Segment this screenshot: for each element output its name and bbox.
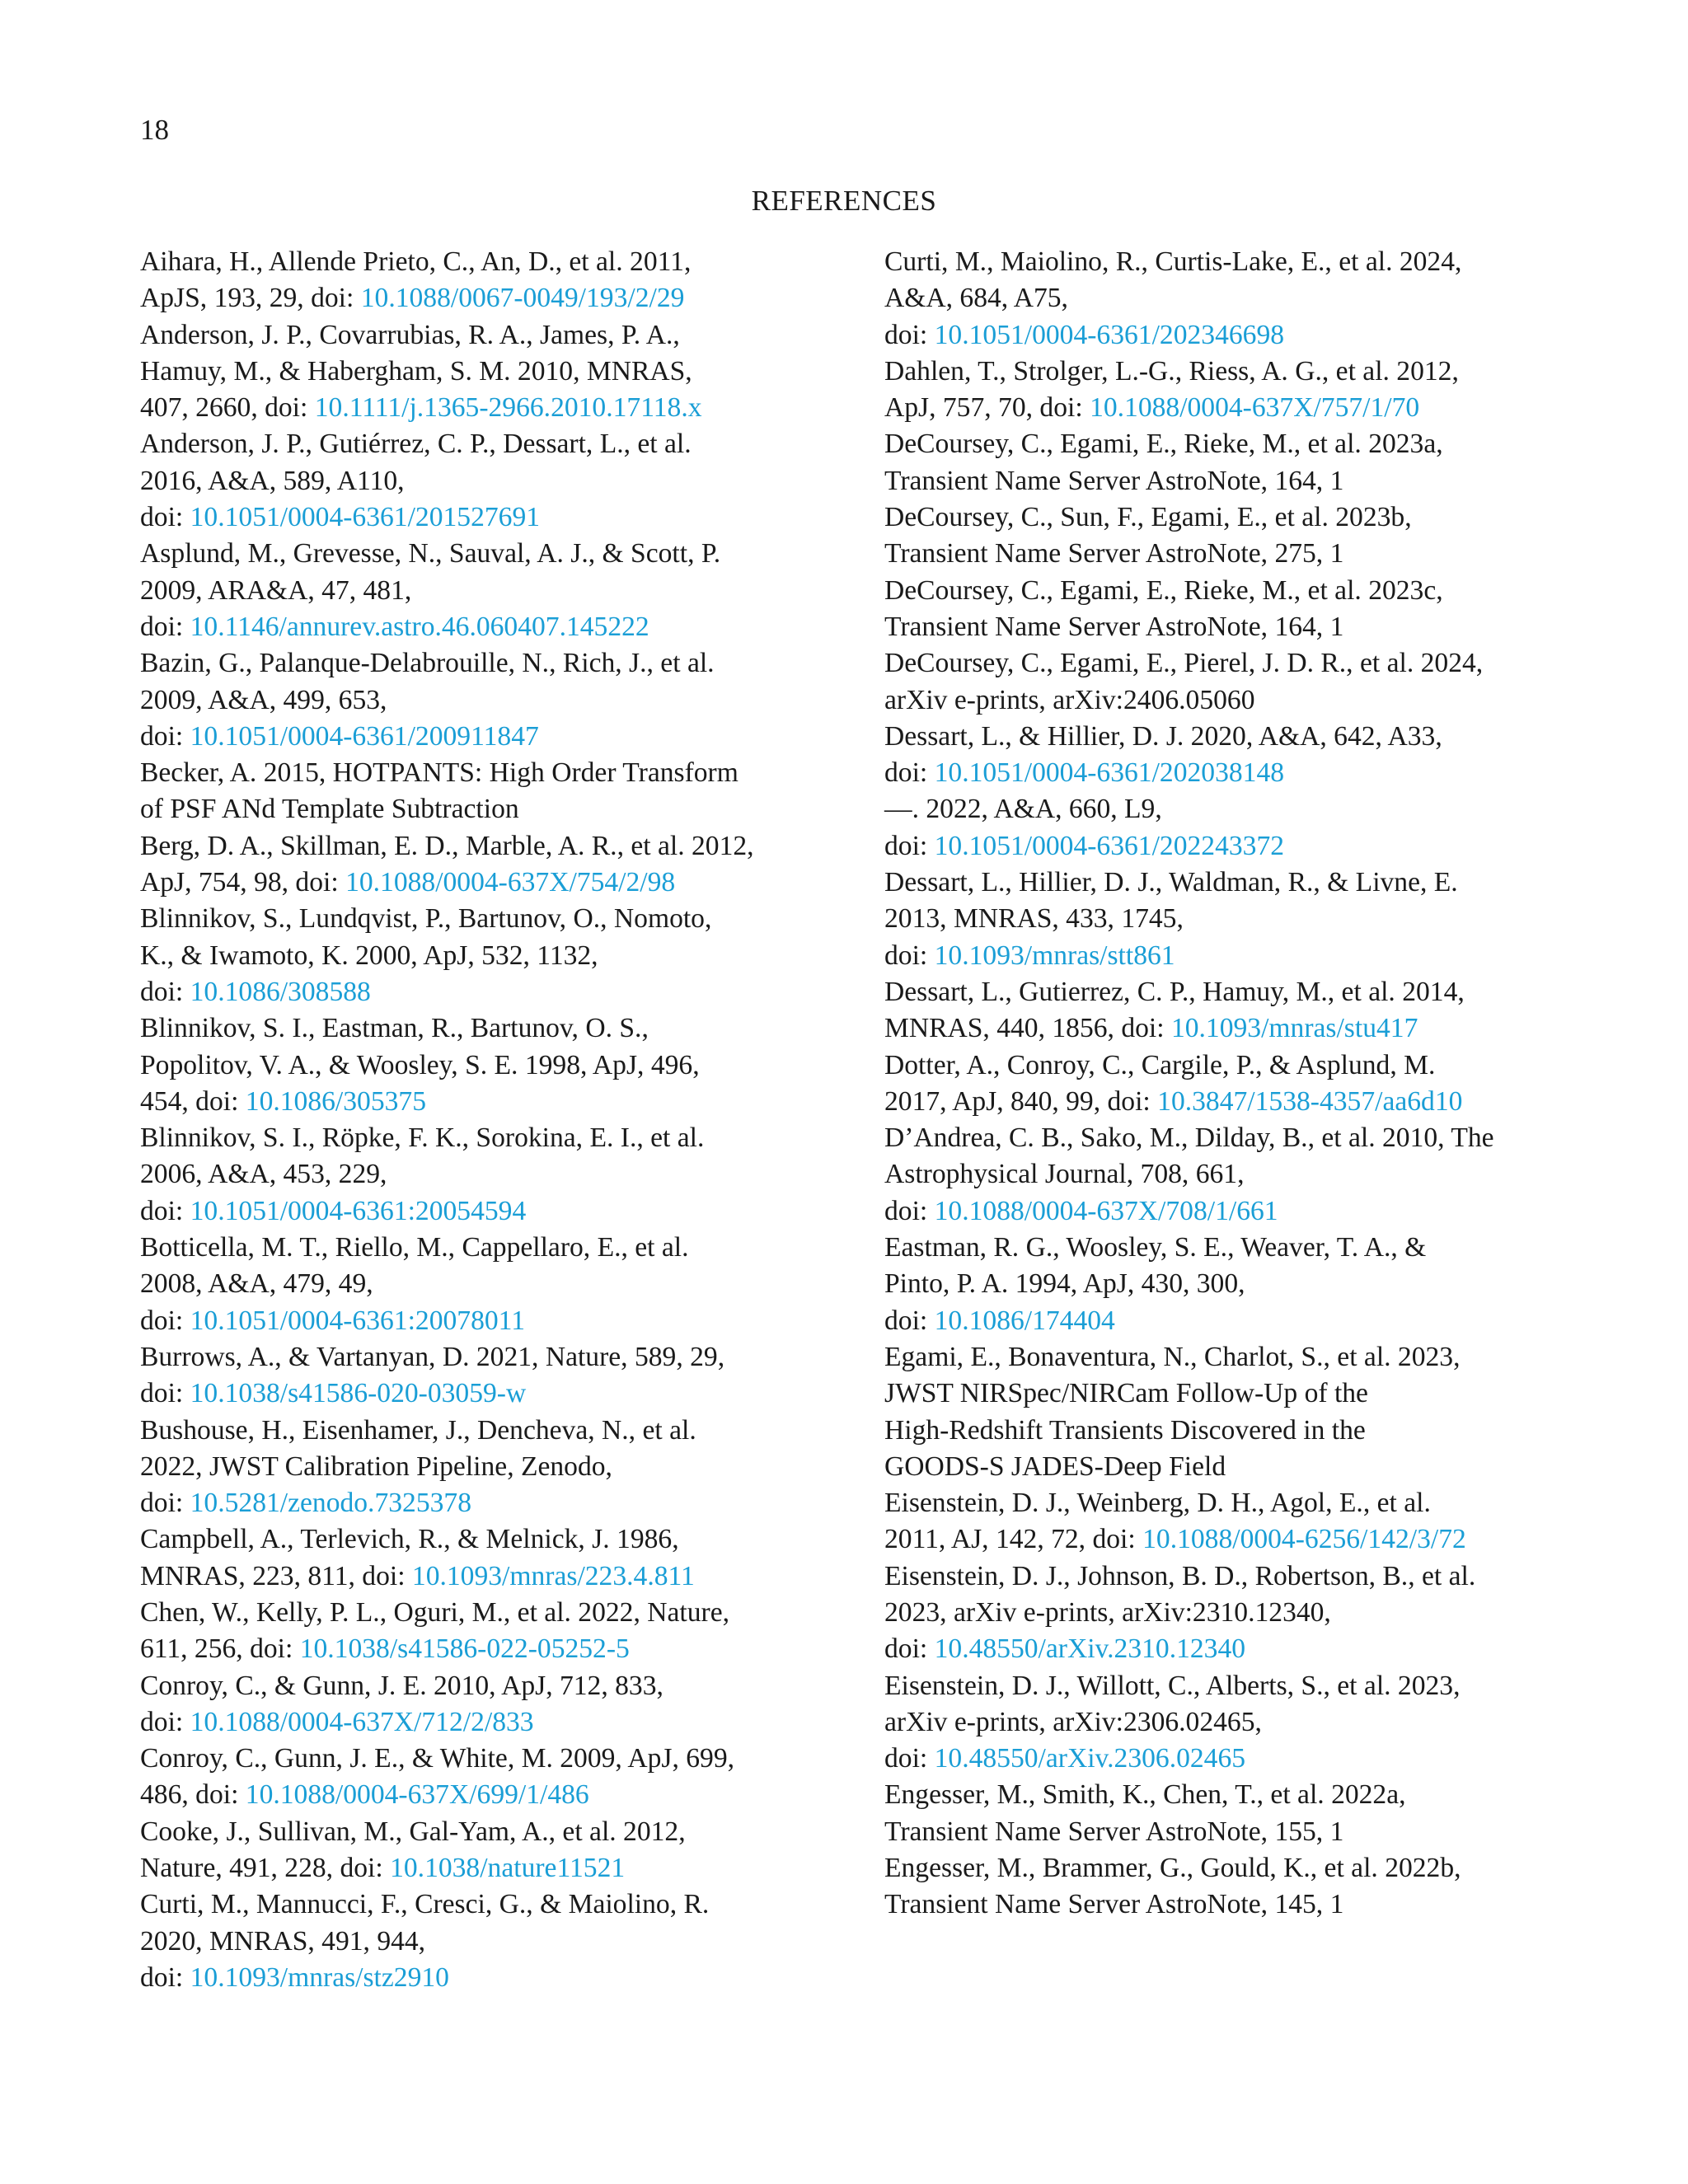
doi-link[interactable]: 10.1146/annurev.astro.46.060407.145222: [190, 611, 649, 642]
reference-line: [140, 354, 828, 390]
doi-link[interactable]: 10.1088/0004-6256/142/3/72: [1142, 1524, 1466, 1555]
reference-text: JWST NIRSpec/NIRCam Follow-Up of the: [884, 1378, 1368, 1409]
reference-text: Transient Name Server AstroNote, 145, 1: [884, 1889, 1344, 1920]
reference-text: Eisenstein, D. J., Weinberg, D. H., Agol, E., et al.: [884, 1488, 1431, 1519]
reference-line: [140, 280, 828, 316]
reference-text: Engesser, M., Brammer, G., Gould, K., et al. 2022b,: [884, 1853, 1461, 1884]
reference-line: [884, 609, 1568, 645]
reference-text: Transient Name Server AstroNote, 275, 1: [884, 538, 1344, 569]
reference-line: [140, 901, 828, 937]
reference-line: [884, 426, 1568, 462]
reference-text: of PSF ANd Template Subtraction: [140, 794, 519, 825]
reference-line: [884, 1193, 1568, 1230]
reference-text: Bushouse, H., Eisenhamer, J., Dencheva, N., et al.: [140, 1414, 696, 1446]
reference-entry: [140, 1814, 828, 1887]
reference-text: 2022, JWST Calibration Pipeline, Zenodo,: [140, 1451, 612, 1482]
reference-line: [140, 1704, 828, 1741]
reference-text: DeCoursey, C., Sun, F., Egami, E., et al. 2023b,: [884, 502, 1412, 533]
reference-entry: [884, 244, 1568, 354]
reference-line: [884, 1156, 1568, 1193]
reference-text: doi:: [884, 757, 935, 789]
reference-line: [884, 280, 1568, 316]
reference-line: [884, 1595, 1568, 1631]
reference-line: [140, 1924, 828, 1960]
reference-entry: [884, 499, 1568, 573]
reference-line: [140, 1230, 828, 1266]
reference-line: [140, 1558, 828, 1595]
reference-line: [140, 1193, 828, 1230]
doi-link[interactable]: 10.1111/j.1365-2966.2010.17118.x: [314, 392, 702, 424]
reference-line: [884, 244, 1568, 280]
reference-entry: [140, 1741, 828, 1814]
reference-text: 611, 256, doi:: [140, 1633, 300, 1665]
reference-text: Bazin, G., Palanque-Delabrouille, N., Rich, J., et al.: [140, 648, 715, 679]
doi-link[interactable]: 10.1088/0004-637X/712/2/833: [190, 1706, 534, 1737]
reference-text: 2020, MNRAS, 491, 944,: [140, 1925, 426, 1957]
reference-text: doi:: [884, 830, 935, 861]
reference-entry: [884, 1668, 1568, 1778]
reference-entry: [140, 426, 828, 536]
doi-link[interactable]: 10.1086/308588: [190, 976, 371, 1007]
reference-text: doi:: [884, 1195, 935, 1226]
reference-entry: [140, 1010, 828, 1120]
reference-text: Burrows, A., & Vartanyan, D. 2021, Nature, 589, 29,: [140, 1341, 725, 1372]
reference-text: Transient Name Server AstroNote, 164, 1: [884, 465, 1344, 496]
reference-line: [140, 938, 828, 974]
reference-entry: [140, 1595, 828, 1668]
reference-text: 2006, A&A, 453, 229,: [140, 1159, 387, 1190]
reference-text: Curti, M., Mannucci, F., Cresci, G., & Maiolino, R.: [140, 1889, 710, 1920]
reference-text: doi:: [140, 720, 190, 752]
reference-text: DeCoursey, C., Egami, E., Rieke, M., et al. 2023a,: [884, 429, 1443, 460]
reference-text: doi:: [140, 1195, 190, 1226]
reference-text: doi:: [884, 940, 935, 971]
reference-text: MNRAS, 223, 811, doi:: [140, 1560, 412, 1591]
reference-line: [140, 317, 828, 354]
reference-line: [884, 828, 1568, 865]
reference-line: [140, 244, 828, 280]
reference-line: [140, 682, 828, 719]
reference-line: [140, 390, 828, 426]
reference-entry: [884, 1850, 1568, 1924]
reference-text: Dessart, L., Hillier, D. J., Waldman, R., & Livne, E.: [884, 867, 1458, 898]
reference-text: Eisenstein, D. J., Johnson, B. D., Robertson, B., et al.: [884, 1560, 1476, 1591]
reference-line: [140, 1814, 828, 1850]
reference-line: [140, 1960, 828, 1996]
reference-line: [884, 1814, 1568, 1850]
reference-text: Egami, E., Bonaventura, N., Charlot, S., et al. 2023,: [884, 1341, 1461, 1372]
reference-line: [140, 974, 828, 1010]
doi-link[interactable]: 10.48550/arXiv.2306.02465: [934, 1743, 1246, 1774]
reference-entry: [884, 1120, 1568, 1230]
reference-line: [140, 719, 828, 755]
doi-link[interactable]: 10.1051/0004-6361:20054594: [190, 1195, 527, 1226]
reference-entry: [140, 1230, 828, 1339]
reference-line: [140, 573, 828, 609]
reference-text: Pinto, P. A. 1994, ApJ, 430, 300,: [884, 1268, 1245, 1300]
reference-text: 2009, ARA&A, 47, 481,: [140, 574, 412, 606]
reference-line: [140, 1047, 828, 1084]
reference-text: 2023, arXiv e-prints, arXiv:2310.12340,: [884, 1596, 1331, 1628]
reference-text: Blinnikov, S., Lundqvist, P., Bartunov, O., Nomoto,: [140, 903, 712, 935]
reference-entry: [140, 1413, 828, 1522]
reference-text: ApJS, 193, 29, doi:: [140, 283, 361, 314]
reference-text: Cooke, J., Sullivan, M., Gal-Yam, A., et al. 2012,: [140, 1816, 686, 1847]
reference-line: [884, 390, 1568, 426]
reference-line: [884, 499, 1568, 536]
reference-entry: [884, 1485, 1568, 1558]
reference-line: [884, 1704, 1568, 1741]
reference-line: [140, 828, 828, 865]
reference-line: [884, 1668, 1568, 1704]
reference-text: MNRAS, 440, 1856, doi:: [884, 1013, 1171, 1044]
reference-text: Engesser, M., Smith, K., Chen, T., et al. 2022a,: [884, 1779, 1406, 1811]
doi-link[interactable]: 10.1038/nature11521: [390, 1853, 626, 1884]
reference-line: [140, 1886, 828, 1923]
reference-entry: [140, 1886, 828, 1996]
reference-line: [884, 1303, 1568, 1339]
reference-line: [884, 1631, 1568, 1667]
reference-line: [140, 1485, 828, 1521]
reference-line: [884, 865, 1568, 901]
reference-line: [884, 1047, 1568, 1084]
reference-text: Dessart, L., & Hillier, D. J. 2020, A&A, 642, A33,: [884, 720, 1442, 752]
reference-entry: [884, 573, 1568, 646]
reference-text: Dahlen, T., Strolger, L.-G., Riess, A. G., et al. 2012,: [884, 355, 1459, 387]
reference-text: 2016, A&A, 589, A110,: [140, 465, 405, 496]
reference-entry: [140, 317, 828, 427]
reference-text: Transient Name Server AstroNote, 164, 1: [884, 611, 1344, 642]
reference-line: [884, 719, 1568, 755]
reference-line: [140, 755, 828, 791]
reference-line: [140, 463, 828, 499]
reference-line: [140, 1084, 828, 1120]
reference-text: Nature, 491, 228, doi:: [140, 1853, 391, 1884]
reference-text: Becker, A. 2015, HOTPANTS: High Order Transform: [140, 757, 738, 789]
doi-link[interactable]: 10.5281/zenodo.7325378: [190, 1488, 471, 1519]
doi-link[interactable]: 10.1088/0004-637X/699/1/486: [245, 1779, 589, 1811]
doi-link[interactable]: 10.1088/0004-637X/708/1/661: [934, 1195, 1278, 1226]
reference-line: [884, 1449, 1568, 1485]
reference-line: [140, 1595, 828, 1631]
reference-line: [140, 645, 828, 682]
reference-text: 486, doi:: [140, 1779, 246, 1811]
references-right-column: [884, 244, 1568, 1924]
doi-link[interactable]: 10.1051/0004-6361:20078011: [190, 1305, 525, 1336]
reference-line: [140, 1741, 828, 1777]
doi-link[interactable]: 10.1051/0004-6361/201527691: [190, 502, 541, 533]
reference-entry: [884, 645, 1568, 719]
reference-entry: [140, 536, 828, 645]
reference-line: [140, 1449, 828, 1485]
reference-text: Conroy, C., Gunn, J. E., & White, M. 2009, ApJ, 699,: [140, 1743, 735, 1774]
reference-line: [140, 1120, 828, 1156]
reference-text: doi:: [140, 1706, 190, 1737]
doi-link[interactable]: 10.1088/0067-0049/193/2/29: [360, 283, 685, 314]
reference-text: Popolitov, V. A., & Woosley, S. E. 1998, ApJ, 496,: [140, 1049, 700, 1080]
reference-entry: [140, 244, 828, 317]
section-title: REFERENCES: [751, 185, 937, 217]
reference-entry: [884, 354, 1568, 427]
reference-text: —. 2022, A&A, 660, L9,: [884, 794, 1162, 825]
reference-text: ApJ, 757, 70, doi:: [884, 392, 1090, 424]
reference-line: [140, 1668, 828, 1704]
doi-link[interactable]: 10.1038/s41586-022-05252-5: [299, 1633, 630, 1665]
reference-line: [884, 463, 1568, 499]
reference-line: [884, 1777, 1568, 1813]
reference-text: doi:: [140, 502, 190, 533]
reference-entry: [140, 1339, 828, 1413]
reference-line: [884, 317, 1568, 354]
reference-line: [140, 1413, 828, 1449]
doi-link[interactable]: 10.1051/0004-6361/202243372: [934, 830, 1285, 861]
reference-text: Anderson, J. P., Gutiérrez, C. P., Dessart, L., et al.: [140, 429, 692, 460]
reference-line: [884, 536, 1568, 572]
reference-line: [884, 1339, 1568, 1376]
reference-text: K., & Iwamoto, K. 2000, ApJ, 532, 1132,: [140, 940, 598, 971]
reference-text: D’Andrea, C. B., Sako, M., Dilday, B., et al. 2010, The: [884, 1122, 1494, 1154]
reference-entry: [884, 1777, 1568, 1850]
reference-entry: [884, 1230, 1568, 1339]
reference-entry: [140, 1120, 828, 1230]
reference-line: [140, 1376, 828, 1412]
reference-line: [884, 1485, 1568, 1521]
reference-line: [884, 791, 1568, 827]
reference-line: [140, 791, 828, 827]
reference-text: ApJ, 754, 98, doi:: [140, 867, 346, 898]
reference-line: [884, 1376, 1568, 1412]
reference-text: 2013, MNRAS, 433, 1745,: [884, 903, 1184, 935]
reference-text: doi:: [884, 319, 935, 350]
reference-line: [884, 1230, 1568, 1266]
reference-text: doi:: [140, 1488, 190, 1519]
reference-text: 407, 2660, doi:: [140, 392, 315, 424]
reference-line: [884, 1886, 1568, 1923]
reference-line: [140, 499, 828, 536]
reference-line: [140, 1521, 828, 1558]
reference-text: arXiv e-prints, arXiv:2406.05060: [884, 684, 1255, 715]
reference-entry: [884, 1047, 1568, 1121]
reference-line: [140, 1010, 828, 1047]
reference-line: [140, 609, 828, 645]
reference-text: 2011, AJ, 142, 72, doi:: [884, 1524, 1143, 1555]
reference-text: doi:: [884, 1633, 935, 1665]
doi-link[interactable]: 10.1051/0004-6361/200911847: [190, 720, 539, 752]
reference-line: [884, 1084, 1568, 1120]
reference-line: [884, 1558, 1568, 1595]
reference-line: [884, 573, 1568, 609]
page-number: 18: [140, 114, 169, 146]
reference-text: 2009, A&A, 499, 653,: [140, 684, 387, 715]
reference-entry: [884, 791, 1568, 865]
reference-line: [884, 354, 1568, 390]
reference-text: Aihara, H., Allende Prieto, C., An, D., et al. 2011,: [140, 246, 692, 277]
reference-text: doi:: [140, 976, 190, 1007]
reference-text: Transient Name Server AstroNote, 155, 1: [884, 1816, 1344, 1847]
reference-entry: [884, 426, 1568, 499]
reference-text: Curti, M., Maiolino, R., Curtis-Lake, E., et al. 2024,: [884, 246, 1462, 277]
reference-entry: [140, 755, 828, 828]
reference-entry: [140, 828, 828, 902]
reference-line: [140, 1631, 828, 1667]
reference-entry: [884, 865, 1568, 974]
reference-text: arXiv e-prints, arXiv:2306.02465,: [884, 1706, 1262, 1737]
reference-text: Campbell, A., Terlevich, R., & Melnick, J. 1986,: [140, 1524, 679, 1555]
reference-line: [884, 645, 1568, 682]
reference-text: doi:: [140, 1305, 190, 1336]
reference-line: [140, 1777, 828, 1813]
reference-line: [884, 755, 1568, 791]
reference-line: [140, 865, 828, 901]
reference-entry: [140, 901, 828, 1010]
reference-line: [884, 1266, 1568, 1302]
reference-text: doi:: [884, 1305, 935, 1336]
reference-text: Hamuy, M., & Habergham, S. M. 2010, MNRAS,: [140, 355, 692, 387]
reference-text: Astrophysical Journal, 708, 661,: [884, 1159, 1245, 1190]
reference-entry: [884, 974, 1568, 1047]
doi-link[interactable]: 10.1086/174404: [934, 1305, 1115, 1336]
doi-link[interactable]: 10.48550/arXiv.2310.12340: [934, 1633, 1246, 1665]
reference-text: 2017, ApJ, 840, 99, doi:: [884, 1085, 1158, 1117]
reference-entry: [884, 1558, 1568, 1668]
reference-line: [140, 1339, 828, 1376]
reference-text: Botticella, M. T., Riello, M., Cappellaro, E., et al.: [140, 1232, 689, 1263]
reference-line: [884, 1413, 1568, 1449]
reference-line: [884, 1521, 1568, 1558]
doi-link[interactable]: 10.1093/mnras/223.4.811: [411, 1560, 695, 1591]
reference-text: Dotter, A., Conroy, C., Cargile, P., & Asplund, M.: [884, 1049, 1436, 1080]
reference-entry: [140, 1521, 828, 1595]
reference-text: 2008, A&A, 479, 49,: [140, 1268, 373, 1300]
reference-text: Asplund, M., Grevesse, N., Sauval, A. J., & Scott, P.: [140, 538, 721, 569]
reference-line: [884, 1850, 1568, 1886]
doi-link[interactable]: 10.1038/s41586-020-03059-w: [190, 1378, 527, 1409]
doi-link[interactable]: 10.1088/0004-637X/754/2/98: [345, 867, 676, 898]
reference-text: A&A, 684, A75,: [884, 283, 1068, 314]
doi-link[interactable]: 10.1088/0004-637X/757/1/70: [1090, 392, 1420, 424]
reference-line: [140, 1850, 828, 1886]
reference-text: GOODS-S JADES-Deep Field: [884, 1451, 1226, 1482]
references-left-column: [140, 244, 828, 1996]
reference-text: Blinnikov, S. I., Eastman, R., Bartunov, O. S.,: [140, 1013, 649, 1044]
doi-link[interactable]: 10.1093/mnras/stt861: [934, 940, 1175, 971]
reference-text: Eastman, R. G., Woosley, S. E., Weaver, T. A., &: [884, 1232, 1427, 1263]
reference-text: Chen, W., Kelly, P. L., Oguri, M., et al. 2022, Nature,: [140, 1596, 730, 1628]
reference-line: [884, 974, 1568, 1010]
reference-entry: [884, 1339, 1568, 1485]
reference-entry: [884, 719, 1568, 792]
reference-text: Berg, D. A., Skillman, E. D., Marble, A. R., et al. 2012,: [140, 830, 754, 861]
doi-link[interactable]: 10.1051/0004-6361/202038148: [934, 757, 1285, 789]
reference-text: Conroy, C., & Gunn, J. E. 2010, ApJ, 712, 833,: [140, 1670, 663, 1701]
reference-line: [140, 1266, 828, 1302]
reference-text: doi:: [140, 1378, 190, 1409]
reference-text: High-Redshift Transients Discovered in the: [884, 1414, 1366, 1446]
reference-text: DeCoursey, C., Egami, E., Rieke, M., et al. 2023c,: [884, 574, 1443, 606]
reference-line: [884, 1741, 1568, 1777]
reference-line: [884, 901, 1568, 937]
doi-link[interactable]: 10.1093/mnras/stz2910: [190, 1961, 449, 1993]
reference-entry: [140, 1668, 828, 1741]
reference-text: Blinnikov, S. I., Röpke, F. K., Sorokina, E. I., et al.: [140, 1122, 705, 1154]
reference-text: Eisenstein, D. J., Willott, C., Alberts, S., et al. 2023,: [884, 1670, 1461, 1701]
doi-link[interactable]: 10.1051/0004-6361/202346698: [934, 319, 1285, 350]
reference-text: doi:: [884, 1743, 935, 1774]
reference-text: 454, doi:: [140, 1085, 246, 1117]
reference-text: Dessart, L., Gutierrez, C. P., Hamuy, M., et al. 2014,: [884, 976, 1465, 1007]
doi-link[interactable]: 10.3847/1538-4357/aa6d10: [1157, 1085, 1463, 1117]
reference-line: [884, 1010, 1568, 1047]
reference-entry: [140, 645, 828, 755]
reference-line: [884, 1120, 1568, 1156]
reference-text: doi:: [140, 1961, 190, 1993]
reference-text: Anderson, J. P., Covarrubias, R. A., James, P. A.,: [140, 319, 680, 350]
reference-line: [140, 1156, 828, 1193]
reference-text: doi:: [140, 611, 190, 642]
doi-link[interactable]: 10.1086/305375: [245, 1085, 426, 1117]
reference-line: [140, 426, 828, 462]
reference-text: DeCoursey, C., Egami, E., Pierel, J. D. R., et al. 2024,: [884, 648, 1484, 679]
reference-line: [884, 938, 1568, 974]
reference-line: [140, 536, 828, 572]
reference-line: [884, 682, 1568, 719]
reference-line: [140, 1303, 828, 1339]
doi-link[interactable]: 10.1093/mnras/stu417: [1170, 1013, 1418, 1044]
